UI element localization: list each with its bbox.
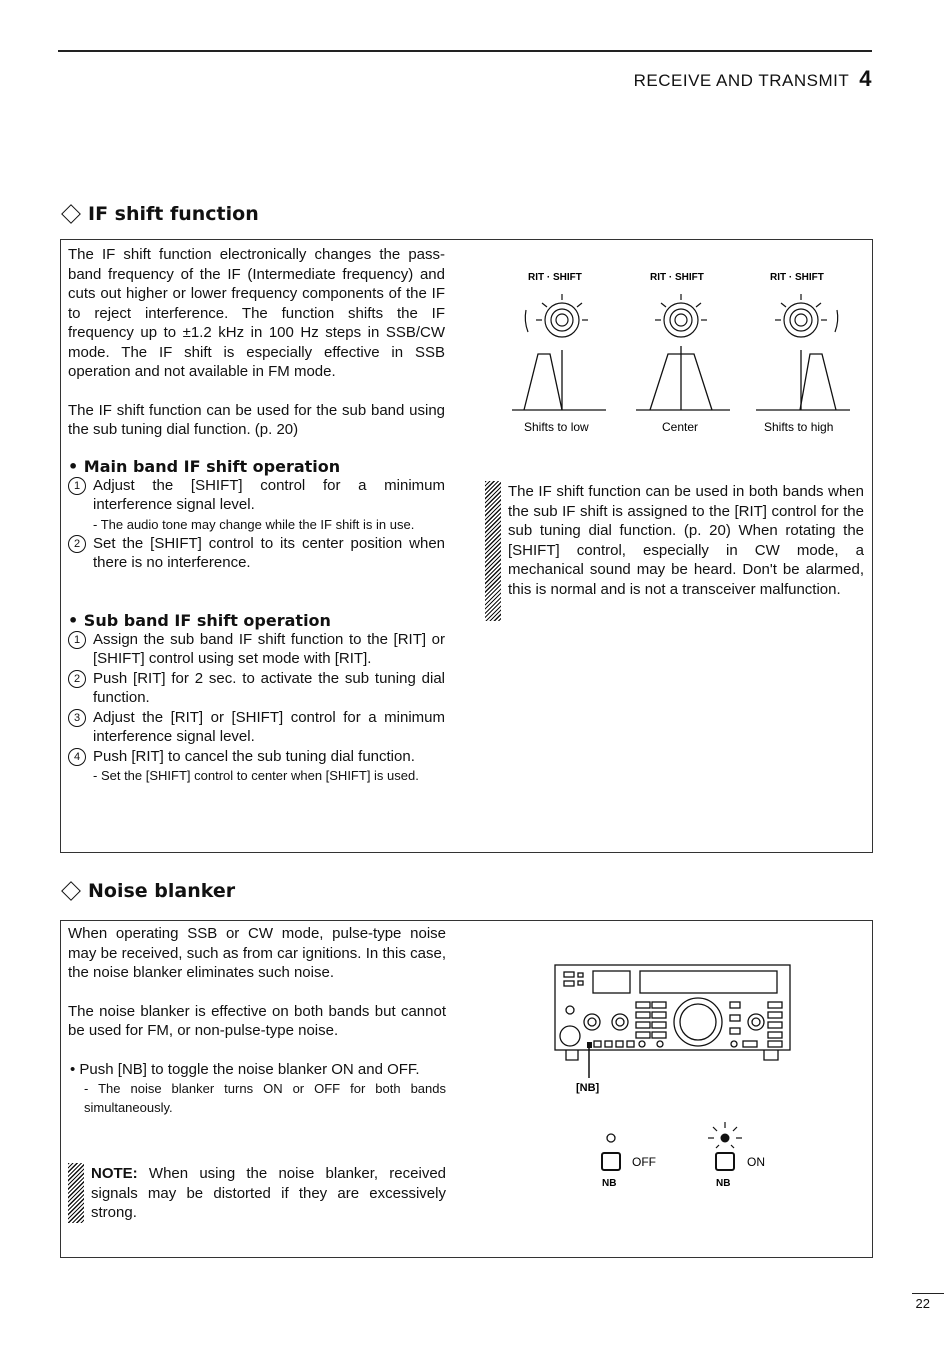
- step-number: 2: [68, 535, 86, 553]
- nb-off-icon: [602, 1134, 656, 1189]
- step-text: Assign the sub band IF shift function to the [RIT] or [SHIFT] control using set mode with [RIT].: [93, 630, 445, 667]
- diamond-icon: [61, 204, 81, 224]
- step-text: Push [RIT] to cancel the sub tuning dial function.: [93, 747, 415, 765]
- if-shift-heading: [58, 203, 259, 225]
- main-band-step: [68, 534, 445, 573]
- knob-low-icon: [525, 294, 588, 337]
- nb-on-button-label: NB: [716, 1178, 731, 1189]
- if-shift-note: The IF shift function can be used in both bands when the sub IF shift is assigned to the [RIT] control for the sub tuning dial function. (p. 20) When rotating the [SHIFT] control, especially in CW mode, a mechanical sound may be heard. Don't be alarmed, this is normal and is not a transceiver malfunction.: [508, 483, 864, 598]
- caption-low: Shifts to low: [524, 420, 589, 434]
- step-text: Adjust the [SHIFT] control for a minimum interference signal level.: [93, 476, 445, 513]
- noise-blanker-left-column: [68, 924, 446, 1117]
- knob-low-label: RIT · SHIFT: [528, 272, 582, 283]
- noise-blanker-instruction-note: - The noise blanker turns ON or OFF for both bands simultaneously.: [84, 1081, 446, 1115]
- nb-callout: [NB]: [576, 1082, 600, 1094]
- knob-high-icon: [775, 294, 838, 337]
- nb-on-icon: [708, 1122, 765, 1189]
- main-band-step: [68, 476, 445, 515]
- sub-band-heading: • Sub band IF shift operation: [68, 610, 331, 630]
- sub-band-step: [68, 708, 445, 747]
- step-number: 4: [68, 748, 86, 766]
- chapter-number: 4: [859, 66, 872, 91]
- if-shift-title: IF shift function: [88, 203, 259, 225]
- noise-blanker-limitations: The noise blanker is effective on both bands but cannot be used for FM, or non-pulse-type noise.: [68, 1002, 446, 1039]
- noise-blanker-intro: When operating SSB or CW mode, pulse-type noise may be received, such as from car ignitions. In this case, the noise blanker eliminates such noise.: [68, 925, 446, 981]
- step-text: Set the [SHIFT] control to its center position when there is no interference.: [93, 534, 445, 571]
- step-number: 2: [68, 670, 86, 688]
- sub-band-step: [68, 747, 445, 767]
- main-band-heading: • Main band IF shift operation: [68, 456, 341, 476]
- knob-low-group: [512, 272, 606, 410]
- nb-off-button-label: NB: [602, 1178, 617, 1189]
- note-hatch-icon: [68, 1163, 84, 1223]
- if-shift-left-column: [68, 245, 445, 785]
- knob-high-label: RIT · SHIFT: [770, 272, 824, 283]
- note-hatch-icon: [485, 481, 501, 621]
- nb-states-figure: [590, 1110, 780, 1192]
- noise-blanker-instruction: • Push [NB] to toggle the noise blanker ON and OFF.: [70, 1060, 420, 1078]
- nb-on-label: ON: [747, 1155, 765, 1169]
- diamond-icon: [61, 881, 81, 901]
- step-text: Push [RIT] for 2 sec. to activate the sub tuning dial function.: [93, 669, 445, 706]
- knob-center-label: RIT · SHIFT: [650, 272, 704, 283]
- step-number: 3: [68, 709, 86, 727]
- sub-band-step: [68, 630, 445, 669]
- sub-band-note: - Set the [SHIFT] control to center when [SHIFT] is used.: [93, 768, 419, 783]
- if-shift-sub-band-info: The IF shift function can be used for the sub band using the sub tuning dial function. (p. 20): [68, 401, 445, 438]
- noise-blanker-heading: [58, 880, 235, 902]
- chapter-title: RECEIVE AND TRANSMIT: [633, 71, 850, 90]
- transceiver-panel-figure: [550, 960, 800, 1100]
- main-band-note: - The audio tone may change while the IF shift is in use.: [93, 516, 415, 532]
- page-number-rule: [912, 1293, 944, 1294]
- step-number: 1: [68, 631, 86, 649]
- nb-off-label: OFF: [632, 1155, 656, 1169]
- if-shift-figure: [500, 262, 860, 442]
- page-number: 22: [915, 1296, 930, 1311]
- sub-band-step: [68, 669, 445, 708]
- chapter-header: [634, 66, 872, 92]
- noise-blanker-title: Noise blanker: [88, 880, 236, 902]
- step-text: Adjust the [RIT] or [SHIFT] control for a minimum interference signal level.: [93, 708, 445, 745]
- noise-blanker-note: [91, 1164, 446, 1223]
- note-label: NOTE:: [91, 1165, 138, 1182]
- knob-center-group: [636, 272, 730, 410]
- caption-center: Center: [662, 420, 699, 434]
- step-number: 1: [68, 477, 86, 495]
- knob-high-group: [756, 272, 850, 410]
- header-rule: [58, 50, 872, 52]
- note-text: When using the noise blanker, received signals may be distorted if they are excessively strong.: [91, 1165, 447, 1221]
- caption-high: Shifts to high: [764, 420, 834, 434]
- if-shift-intro: The IF shift function electronically changes the pass-band frequency of the IF (Intermediate frequency) and cuts out higher or lower frequency components of the IF to reject interference. The function shifts the IF frequency up to ±1.2 kHz in 100 Hz steps in SSB/CW mode. The IF shift is especially effective in SSB operation and not available in FM mode.: [68, 246, 445, 380]
- knob-center-icon: [655, 294, 707, 337]
